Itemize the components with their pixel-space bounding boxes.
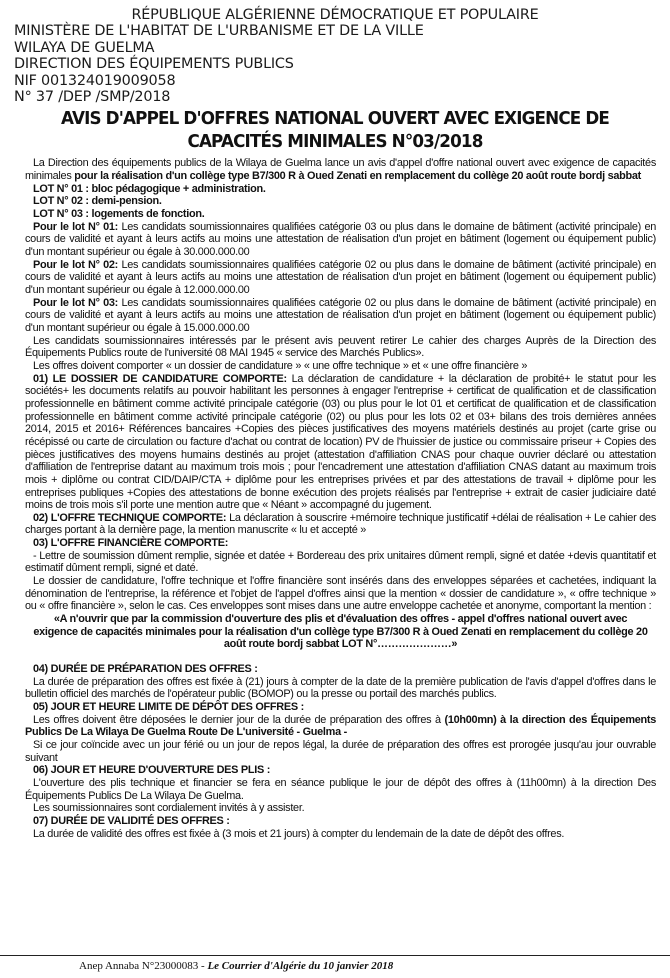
envelopes-paragraph: Le dossier de candidature, l'offre technique et l'offre financière sont insérés dans des enveloppes séparées et cachetées, indiquant la dénomination de l'entreprise, la référence et l'objet de l'appel d'offres ainsi que la mention « dossier de candidature », « offre technique » ou « offre financière », selon le cas. Ces enveloppes sont mises dans une autre enveloppe cachetée et anonyme, comportant la mention : <box>25 575 656 613</box>
section-2-text: La déclaration à souscrire +mémoire technique justificatif +délai de réalisation + Le cahier des charges portant à la dernière page, la mention manuscrite « lu et accepté » <box>25 511 656 537</box>
lot-1-conditions-text: Les candidats soumissionnaires qualifiées catégorie 03 ou plus dans le domaine de bâtiment (activité principale) en cours de validité et ayant à leurs actifs au moins une attestation de réalisation d'un projet en bâtiment (logement ou équipement public) d'un montant supérieur ou égale à 30.000.000.00 <box>25 220 656 259</box>
lot-3-conditions-text: Les candidats soumissionnaires qualifiées catégorie 02 ou plus dans le domaine de bâtiment (activité principale) en cours de validité et ayant à leurs actifs au moins une attestation de réalisation d'un projet en bâtiment (logement ou équipement public) d'un montant supérieur ou égale à 15.000.000.00 <box>25 296 656 334</box>
section-5-note: Si ce jour coïncide avec un jour férié ou un jour de repos légal, la durée de préparation des offres est prorogée jusqu'au jour ouvrable suivant <box>25 738 656 764</box>
wilaya-line: WILAYA DE GUELMA <box>14 39 155 56</box>
section-3-label: 03) L'OFFRE FINANCIÈRE COMPORTE: <box>33 537 229 550</box>
anep-reference: Anep Annaba N°23000083 - <box>79 960 208 972</box>
lot-2-conditions <box>25 259 656 297</box>
lot-3: LOT N° 03 : logements de fonction. <box>33 208 205 221</box>
section-3-text: - Lettre de soumission dûment remplie, signée et datée + Bordereau des prix unitaires dûment rempli, signé et datée +devis quantitatif et estimatif dûment rempli, signé et daté. <box>25 549 656 575</box>
section-1 <box>25 373 656 512</box>
lot-2: LOT N° 02 : demi-pension. <box>33 195 162 208</box>
lot-3-conditions <box>25 297 656 335</box>
direction-line: DIRECTION DES ÉQUIPEMENTS PUBLICS <box>14 56 294 73</box>
publication-footer <box>0 955 670 973</box>
spacer <box>25 651 656 663</box>
lot-1-conditions <box>25 221 656 259</box>
section-2 <box>25 512 656 537</box>
section-7-label: 07) DURÉE DE VALIDITÉ DES OFFRES : <box>33 814 230 827</box>
section-1-label: 01) LE DOSSIER DE CANDIDATURE COMPORTE: <box>33 372 287 385</box>
section-6-label: 06) JOUR ET HEURE D'OUVERTURE DES PLIS : <box>33 764 271 777</box>
section-6-text: L'ouverture des plis technique et financier se fera en séance publique le jour de dépôt des offres à (11h00mn) à la direction Des Équipements Publics De La Wilaya De Guelma. <box>25 776 656 802</box>
ministry-line: MINISTÈRE DE L'HABITAT DE L'URBANISME ET DE LA VILLE <box>14 23 424 40</box>
cahier-paragraph: Les candidats soumissionnaires intéressés par le présent avis peuvent retirer Le cahier des charges Auprès de la Direction des Équipements Publics route de l'université 08 MAI 1945 « service des Marchés Publics». <box>25 334 656 360</box>
section-4-label: 04) DURÉE DE PRÉPARATION DES OFFRES : <box>33 663 258 676</box>
lot-1: LOT N° 01 : bloc pédagogique + administration. <box>33 182 266 195</box>
intro-paragraph <box>25 157 656 182</box>
notice-title: AVIS D'APPEL D'OFFRES NATIONAL OUVERT AVEC EXIGENCE DE CAPACITÉS MINIMALES N°03/2018 <box>60 108 610 153</box>
section-5-text-a: Les offres doivent être déposées le dernier jour de la durée de préparation des offres à <box>33 713 445 726</box>
newspaper-reference: Le Courrier d'Algérie du 10 janvier 2018 <box>207 960 394 972</box>
notice-body <box>0 157 670 840</box>
offres-paragraph: Les offres doivent comporter « un dossier de candidature » « une offre technique » et « une offre financière » <box>33 359 528 372</box>
lot-2-conditions-text: Les candidats soumissionnaires qualifiées catégorie 02 ou plus dans le domaine de bâtiment (activité principale) en cours de validité et ayant à leurs actifs au moins une attestation de réalisation d'un projet en bâtiment (logement ou équipement public) d'un montant supérieur ou égale à 12.000.000.00 <box>25 258 656 296</box>
section-5-label: 05) JOUR ET HEURE LIMITE DE DÉPÔT DES OFFRES : <box>33 701 304 713</box>
lot-1-conditions-label: Pour le lot N° 01: <box>33 220 118 233</box>
reference-line: N° 37 /DEP /SMP/2018 <box>14 89 171 106</box>
lot-3-conditions-label: Pour le lot N° 03: <box>33 296 118 309</box>
nif-line: NIF 001324019009058 <box>14 72 176 89</box>
section-5-text <box>25 714 656 739</box>
section-1-text: La déclaration de candidature + la déclaration de probité+ le statut pour les sociétés+ les documents relatifs au pouvoir habilitant les personnes à engager l'entreprise + certificat de qualification et de classification professionnelle en bâtiment comme activité principale catégorie (03) ou plus pour le lot 01 et certificat de qualification et de classification professionnelle en bâtiment comme activité principale catégorie (02) ou plus pour les lots 02 et 03+ bilans des trois dernières années 2014, 2015 et 2016+ Références bancaires +Copies des pièces justificatives des moyens matériels destinés au projet (carte grise ou récépissé ou carte de circulation ou facture d'achat ou contrat de location) PV de l'huissier de justice ou commissaire priseur + Copies des pièces justificatives des moyens humains destinés au projet (attestation d'affiliation CNAS pour chaque ouvrier déclaré ou attestation d'affiliation de l'entreprise datant au maximum trois mois ; pour l'encadrement une attestation d'affiliation CNAS datant au maximum trois mois + diplôme ou contrat CID/DAIP/CTA + diplôme pour les entreprises privées et par des attestations de travail + diplôme pour les entreprises publiques +Copies des attestations de bonne exécution des projets réalisés par l'entreprise + extrait de casier judiciaire daté moins de trois mois s'il porte une mention autre que « Néant » accompagné du jugement. <box>25 372 656 512</box>
section-5-location: (10h00mn) à la direction des Équipements Publics De La Wilaya De Guelma Route De L'université - Guelma - <box>25 713 656 739</box>
lot-2-conditions-label: Pour le lot N° 02: <box>33 258 118 271</box>
envelope-mention: «A n'ouvrir que par la commission d'ouverture des plis et d'évaluation des offres - appel d'offres national ouvert avec exigence de capacités minimales pour la réalisation d'un collège type B7/300 R à Oued Zenati en remplacement du collège 20 août route bordj sabbat LOT N°…………………» <box>33 613 648 651</box>
project-object: pour la réalisation d'un collège type B7/300 R à Oued Zenati en remplacement du collège 20 août route bordj sabbat <box>74 170 642 183</box>
section-6-invitation: Les soumissionnaires sont cordialement invités à y assister. <box>33 802 305 815</box>
republic-header: RÉPUBLIQUE ALGÉRIENNE DÉMOCRATIQUE ET POPULAIRE <box>131 7 539 23</box>
intro-text: La Direction des équipements publics de la Wilaya de Guelma lance un avis d'appel d'offre national ouvert avec exigence de capacités minimales <box>25 157 656 183</box>
section-2-label: 02) L'OFFRE TECHNIQUE COMPORTE: <box>33 511 227 524</box>
section-7-text: La durée de validité des offres est fixée à (3 mois et 21 jours) à compter du lendemain de la date de dépôt des offres. <box>33 827 565 840</box>
footer-text <box>0 956 670 973</box>
section-4-text: La durée de préparation des offres est fixée à (21) jours à compter de la date de la première publication de l'avis d'appel d'offres dans le bulletin officiel des marchés de l'opérateur public (BOMOP) ou la presse ou portail des marchés publics. <box>25 675 656 701</box>
